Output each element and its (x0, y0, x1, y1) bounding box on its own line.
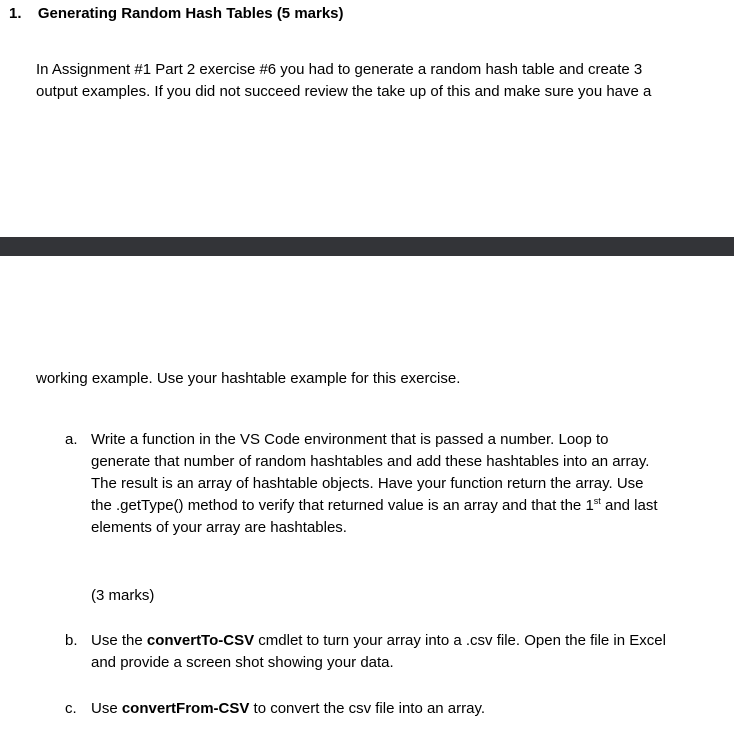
intro-line-3: working example. Use your hashtable example for this exercise. (36, 370, 461, 387)
item-a-line-4-end: and last (600, 497, 658, 514)
question-marks: (5 marks) (276, 5, 344, 22)
item-a-marks: (3 marks) (91, 587, 155, 604)
item-b-line-1-start: Use the (91, 632, 147, 649)
item-c-label: c. (65, 700, 77, 717)
question-title: Generating Random Hash Tables (37, 5, 273, 22)
item-a-line-4-text: the .getType() method to verify that returned value is an array and that the 1 (91, 497, 594, 514)
convertto-csv-term: convertTo-CSV (146, 632, 255, 649)
item-c-line-1-start: Use (91, 700, 122, 717)
convertfrom-csv-term: convertFrom-CSV (121, 700, 250, 717)
item-c-line-1-end: to convert the csv file into an array. (249, 700, 486, 717)
question-number: 1. (9, 5, 22, 22)
item-a-line-1: Write a function in the VS Code environment that is passed a number. Loop to (91, 431, 609, 448)
item-b-line-2: and provide a screen shot showing your data. (91, 654, 394, 671)
item-b-line-1 (91, 630, 666, 652)
item-a-label: a. (65, 431, 78, 448)
item-b-line-1-end: cmdlet to turn your array into a .csv file. Open the file in Excel (254, 632, 666, 649)
item-c-line-1 (91, 698, 485, 720)
item-b-label: b. (65, 632, 78, 649)
item-a-line-5: elements of your array are hashtables. (91, 519, 347, 536)
item-a-ordinal-suffix: st (593, 496, 601, 506)
item-a-line-3: The result is an array of hashtable objects. Have your function return the array. Use (91, 475, 644, 492)
item-a-line-4 (91, 495, 658, 517)
item-a-line-2: generate that number of random hashtables and add these hashtables into an array. (91, 453, 650, 470)
question-heading (9, 5, 344, 22)
page-break-bar (0, 237, 734, 256)
intro-line-1: In Assignment #1 Part 2 exercise #6 you had to generate a random hash table and create 3 (36, 61, 643, 78)
intro-line-2: output examples. If you did not succeed review the take up of this and make sure you have a (36, 83, 652, 100)
